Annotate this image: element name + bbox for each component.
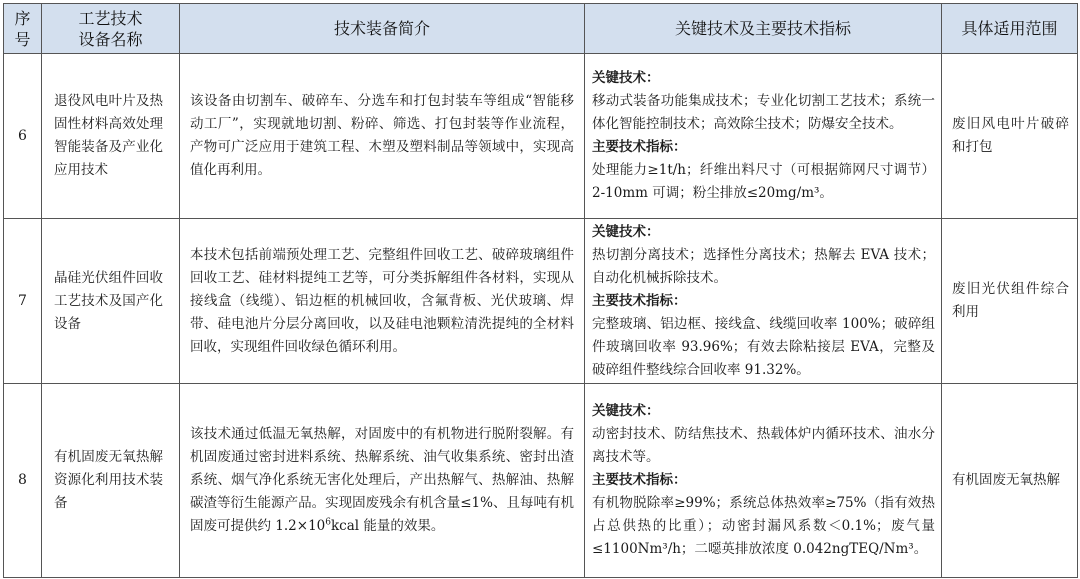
header-intro: 技术装备简介 [180, 4, 585, 54]
table-row [4, 219, 1078, 384]
table-row [4, 54, 1078, 219]
table-header-row [4, 4, 1078, 54]
indicator-text: 完整玻璃、铝边框、接线盒、线缆回收率 100%；破碎组件玻璃回收率 93.96%；有效去除粘接层 EVA，完整及破碎组件整线综合回收率 91.32%。 [592, 315, 935, 378]
document-table-container [3, 3, 1077, 576]
equipment-intro: 本技术包括前端预处理工艺、完整组件回收工艺、破碎玻璃组件回收工艺、硅材料提纯工艺等，可分类拆解组件各材料，实现从接线盒（线缆）、铝边框的机械回收，含氟背板、光伏玻璃、焊带、硅电池片分层分离回收，以及硅电池颗粒清洗提纯的全材料回收，实现组件回收绿色循环利用。 [180, 219, 585, 384]
row-number: 8 [4, 384, 42, 578]
equipment-name: 退役风电叶片及热固性材料高效处理智能装备及产业化应用技术 [42, 54, 180, 219]
equipment-name: 有机固废无氧热解资源化利用技术装备 [42, 384, 180, 578]
key-tech-text: 动密封技术、防结焦技术、热载体炉内循环技术、油水分离技术等。 [592, 426, 935, 465]
equipment-name: 晶硅光伏组件回收工艺技术及国产化设备 [42, 219, 180, 384]
key-tech-label: 关键技术： [592, 223, 660, 240]
indicator-text: 有机物脱除率≥99%；系统总体热效率≥75%（指有效热占总供热的比重）；动密封漏风系数＜0.1%；废气量≤1100Nm³/h；二噁英排放浓度 0.042ngTEQ/Nm³。 [592, 495, 935, 557]
header-name: 工艺技术设备名称 [42, 4, 180, 54]
indicator-label: 主要技术指标： [592, 472, 687, 488]
intro-superscript: 6 [325, 517, 331, 528]
table-row [4, 384, 1078, 578]
intro-text-part-a: 该技术通过低温无氧热解，对固废中的有机物进行脱附裂解。有机固废通过密封进料系统、热解系统、油气收集系统、密封出渣系统、烟气净化系统无害化处理后，产出热解气、热解油、热解碳渣等衍生能源产品。实现固废残余有机含量≤1%、且每吨有机固废可提供约 1.2×10 [190, 426, 574, 534]
application-scope: 有机固废无氧热解 [942, 384, 1078, 578]
application-scope: 废旧风电叶片破碎和打包 [942, 54, 1078, 219]
key-tech-text: 热切割分离技术；选择性分离技术；热解去 EVA 技术；自动化机械拆除技术。 [592, 246, 935, 286]
indicator-text: 处理能力≥1t/h；纤维出料尺寸（可根据筛网尺寸调节）2-10mm 可调；粉尘排放≤20mg/m³。 [592, 162, 935, 201]
equipment-intro: 该设备由切割车、破碎车、分选车和打包封装车等组成“智能移动工厂”，实现就地切割、粉碎、筛选、打包封装等作业流程，产物可广泛应用于建筑工程、木塑及塑料制品等领域中，实现高值化再利用。 [180, 54, 585, 219]
row-number: 7 [4, 219, 42, 384]
key-tech-label: 关键技术： [592, 403, 660, 419]
key-tech-label: 关键技术： [592, 70, 660, 86]
key-tech-text: 移动式装备功能集成技术；专业化切割工艺技术；系统一体化智能控制技术；高效除尘技术；防爆安全技术。 [592, 93, 935, 132]
header-no: 序号 [4, 4, 42, 54]
intro-text-part-b: kcal 能量的效果。 [331, 518, 445, 534]
header-scope: 具体适用范围 [942, 4, 1078, 54]
key-technology-cell [585, 219, 942, 384]
technology-equipment-table [3, 3, 1078, 578]
header-key-tech: 关键技术及主要技术指标 [585, 4, 942, 54]
row-number: 6 [4, 54, 42, 219]
key-technology-cell [585, 54, 942, 219]
indicator-label: 主要技术指标： [592, 292, 687, 309]
equipment-intro [180, 384, 585, 578]
indicator-label: 主要技术指标： [592, 139, 687, 155]
key-technology-cell [585, 384, 942, 578]
application-scope: 废旧光伏组件综合利用 [942, 219, 1078, 384]
